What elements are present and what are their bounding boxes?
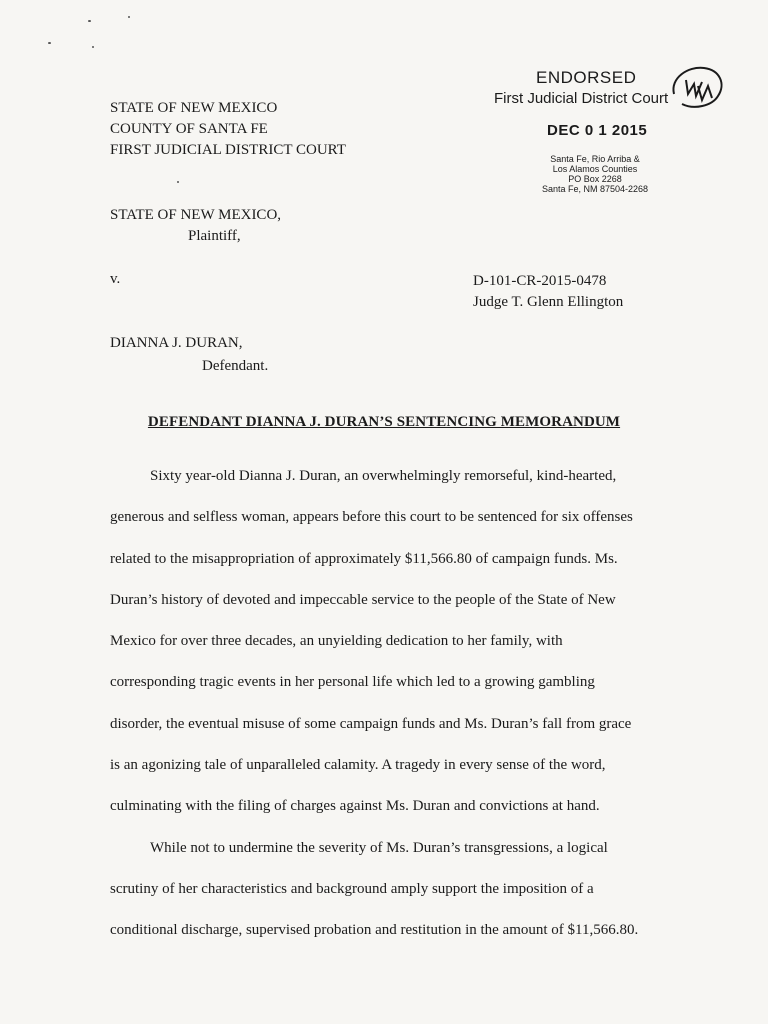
stamp-address [530, 154, 660, 194]
scan-speck [177, 181, 179, 183]
paragraph-1 [110, 456, 700, 828]
body-line: Mexico for over three decades, an unyielding dedication to her family, with [110, 633, 563, 650]
scan-speck [128, 16, 130, 18]
body-line: Duran’s history of devoted and impeccable service to the people of the State of New [110, 591, 616, 608]
body-line: corresponding tragic events in her personal life which led to a growing gambling [110, 674, 595, 691]
versus-text: v. [110, 271, 121, 287]
defendant-role: Defendant. [202, 358, 269, 374]
defendant-name: DIANNA J. DURAN, [110, 335, 243, 351]
plaintiff-name: STATE OF NEW MEXICO, [110, 207, 282, 223]
clerk-initials-mark [668, 64, 726, 114]
body-line: generous and selfless woman, appears before this court to be sentenced for six offenses [110, 509, 633, 526]
defendant-block [110, 332, 268, 378]
scan-speck [92, 46, 94, 48]
body-line: Sixty year-old Dianna J. Duran, an overwhelmingly remorseful, kind-hearted, [150, 468, 617, 484]
court-state: STATE OF NEW MEXICO [110, 100, 278, 116]
body-line: conditional discharge, supervised probation and restitution in the amount of $11,566.80. [110, 922, 639, 939]
case-info [473, 271, 623, 313]
court-name: FIRST JUDICIAL DISTRICT COURT [110, 142, 346, 158]
stamp-address-line: Santa Fe, NM 87504-2268 [541, 184, 649, 194]
plaintiff-block [110, 205, 281, 247]
stamp-address-line: Los Alamos Counties [552, 164, 638, 174]
body-line: disorder, the eventual misuse of some campaign funds and Ms. Duran’s fall from grace [110, 715, 632, 732]
body-line: culminating with the filing of charges against Ms. Duran and convictions at hand. [110, 798, 600, 815]
memorandum-body [110, 456, 700, 952]
endorsed-stamp [480, 64, 730, 204]
court-county: COUNTY OF SANTA FE [110, 121, 268, 137]
document-title: DEFENDANT DIANNA J. DURAN’S SENTENCING MEMORANDUM [147, 414, 621, 430]
stamp-address-line: PO Box 2268 [568, 174, 622, 184]
body-line: While not to undermine the severity of Ms. Duran’s transgressions, a logical [150, 839, 608, 856]
plaintiff-role: Plaintiff, [188, 228, 241, 244]
scan-speck [48, 42, 51, 44]
stamp-address-line: Santa Fe, Rio Arriba & [550, 154, 640, 164]
paragraph-2 [110, 828, 700, 952]
stamp-court-name: First Judicial District Court [494, 90, 669, 107]
court-header [110, 98, 346, 161]
scan-speck [88, 20, 91, 22]
body-line: related to the misappropriation of approximately $11,566.80 of campaign funds. Ms. [110, 550, 618, 567]
case-number: D-101-CR-2015-0478 [473, 273, 607, 289]
body-line: scrutiny of her characteristics and background amply support the imposition of a [110, 880, 594, 897]
judge-name: Judge T. Glenn Ellington [473, 294, 624, 310]
stamp-date: DEC 0 1 2015 [547, 122, 648, 139]
stamp-endorsed-label: ENDORSED [536, 68, 637, 87]
body-line: is an agonizing tale of unparalleled calamity. A tragedy in every sense of the word, [110, 757, 606, 774]
